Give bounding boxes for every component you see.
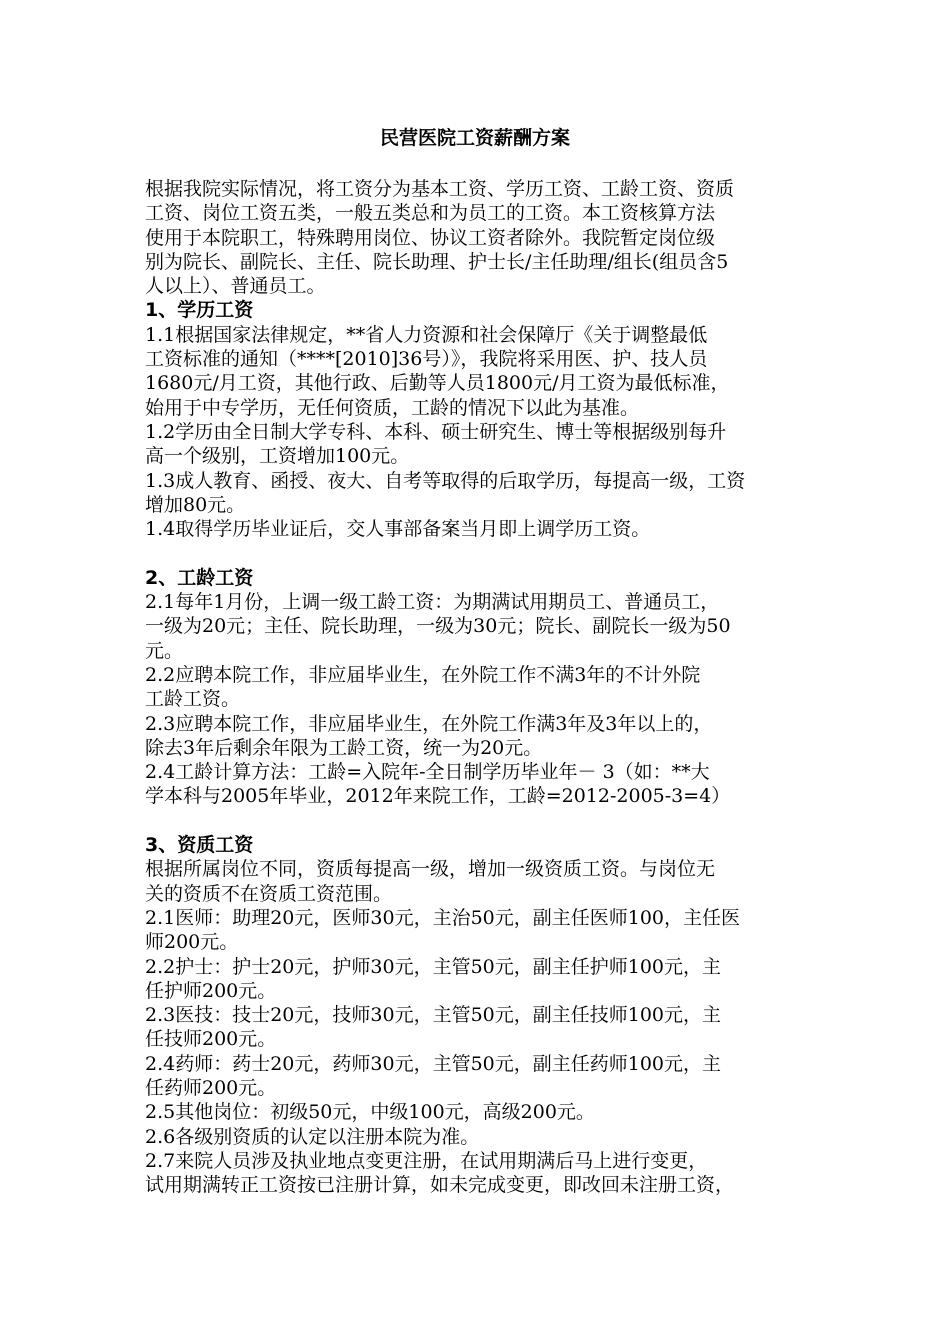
intro-line: 使用于本院职工，特殊聘用岗位、协议工资者除外。我院暂定岗位级 <box>145 226 716 249</box>
section-line: 2.2应聘本院工作，非应届毕业生，在外院工作不满3年的不计外院 <box>145 663 701 686</box>
section-qualification-wage <box>145 833 811 1197</box>
section-heading: 1、学历工资 <box>145 299 254 322</box>
section-line: 任护师200元。 <box>145 979 277 1002</box>
section-line: 关的资质不在资质工资范围。 <box>145 882 393 905</box>
section-line: 1680元/月工资，其他行政、后勤等人员1800元/月工资为最低标准， <box>145 372 730 395</box>
section-line: 一级为20元；主任、院长助理，一级为30元；院长、副院长一级为50 <box>145 615 731 638</box>
section-line: 工龄工资。 <box>145 688 241 711</box>
section-line: 1.3成人教育、函授、夜大、自考等取得的后取学历，每提高一级，工资 <box>145 469 746 492</box>
section-line: 元。 <box>145 639 184 662</box>
section-heading: 3、资质工资 <box>145 834 254 857</box>
section-line: 师200元。 <box>145 931 239 954</box>
section-line: 2.4工龄计算方法：工龄=入院年-全日制学历毕业年－ 3（如：**大 <box>145 761 710 784</box>
section-line: 试用期满转正工资按已注册计算，如未完成变更，即改回未注册工资， <box>145 1174 735 1197</box>
section-line: 高一个级别，工资增加100元。 <box>145 445 410 468</box>
section-education-wage <box>145 298 811 541</box>
intro-line: 根据我院实际情况，将工资分为基本工资、学历工资、工龄工资、资质 <box>145 178 735 200</box>
section-line: 2.7来院人员涉及执业地点变更注册，在试用期满后马上进行变更， <box>145 1149 708 1172</box>
section-line: 2.3医技：技士20元，技师30元，主管50元，副主任技师100元，主 <box>145 1004 722 1027</box>
section-line: 除去3年后剩余年限为工龄工资，统一为20元。 <box>145 736 543 759</box>
intro-line: 人以上）、普通员工。 <box>145 275 326 298</box>
document-title: 民营医院工资薪酬方案 <box>379 127 570 149</box>
section-line: 工资标准的通知（****[2010]36号）》，我院将采用医、护、技人员 <box>145 348 708 371</box>
section-line: 根据所属岗位不同，资质每提高一级，增加一级资质工资。与岗位无 <box>145 858 716 881</box>
section-line: 2.2护士：护士20元，护师30元，主管50元，副主任护师100元，主 <box>145 955 722 978</box>
section-line: 2.4药师：药士20元，药师30元，主管50元，副主任药师100元，主 <box>145 1052 722 1075</box>
section-heading: 2、工龄工资 <box>145 566 254 589</box>
section-seniority-wage <box>145 566 811 809</box>
section-line: 1.2学历由全日制大学专科、本科、硕士研究生、博士等根据级别每升 <box>145 420 727 443</box>
paragraph-spacer <box>145 809 811 833</box>
section-line: 2.3应聘本院工作，非应届毕业生，在外院工作满3年及3年以上的， <box>145 712 713 735</box>
section-line: 增加80元。 <box>145 493 246 516</box>
section-line: 任技师200元。 <box>145 1028 277 1051</box>
intro-paragraph <box>145 177 811 298</box>
section-line: 任药师200元。 <box>145 1076 277 1099</box>
section-line: 1.1根据国家法律规定，**省人力资源和社会保障厅《关于调整最低 <box>145 323 708 346</box>
section-line: 2.1医师：助理20元，医师30元，主治50元，副主任医师100，主任医 <box>145 906 741 929</box>
section-line: 学本科与2005年毕业，2012年来院工作，工龄=2012-2005-3=4） <box>145 785 731 808</box>
paragraph-spacer <box>145 541 811 565</box>
section-line: 始用于中专学历，无任何资质，工龄的情况下以此为基准。 <box>145 396 640 419</box>
intro-line: 工资、岗位工资五类，一般五类总和为员工的工资。本工资核算方法 <box>145 202 716 225</box>
section-line: 1.4取得学历毕业证后，交人事部备案当月即上调学历工资。 <box>145 518 651 541</box>
intro-line: 别为院长、副院长、主任、院长助理、护士长/主任助理/组长(组员含5 <box>145 250 729 273</box>
section-line: 2.1每年1月份，上调一级工龄工资：为期满试用期员工、普通员工， <box>145 591 720 614</box>
document-body <box>145 177 811 1197</box>
section-line: 2.6各级别资质的认定以注册本院为准。 <box>145 1125 480 1148</box>
section-line: 2.5其他岗位：初级50元，中级100元，高级200元。 <box>145 1101 595 1124</box>
